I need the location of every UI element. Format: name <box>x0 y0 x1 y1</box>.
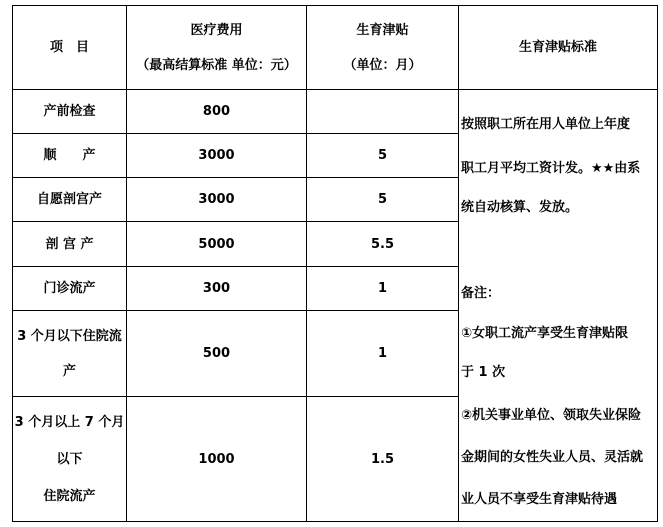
table-row-allowance <box>307 311 458 396</box>
cell-medical: 800 <box>202 104 231 119</box>
cell-medical: 300 <box>202 281 231 296</box>
cell-item-line: 3 个月以下住院流 <box>17 328 122 344</box>
cell-item-line: 产 <box>62 363 76 379</box>
cell-item: 自愿剖宫产 <box>36 192 102 207</box>
header-item-label: 项 目 <box>49 40 89 55</box>
table-border-bottom <box>12 521 658 522</box>
table-row-item <box>13 90 126 133</box>
table-row-item <box>13 134 126 177</box>
cell-allowance: 5 <box>377 192 388 207</box>
table-row-allowance <box>307 134 458 177</box>
cell-medical: 5000 <box>198 236 235 252</box>
table-row-item <box>13 178 126 221</box>
table-row-medical <box>127 178 306 221</box>
header-allowance-subtitle: （单位：月） <box>343 57 422 73</box>
table-row-allowance <box>307 90 458 133</box>
table-row-allowance <box>307 178 458 221</box>
table-row-medical <box>127 311 306 396</box>
standard-line: ②机关事业单位、领取失业保险 <box>461 408 642 423</box>
cell-medical: 500 <box>202 346 231 361</box>
cell-medical: 3000 <box>198 148 235 163</box>
standard-line: 于 1 次 <box>461 365 506 380</box>
cell-item-line: 住院流产 <box>43 488 96 504</box>
standard-line: 职工月平均工资计发。★★由系 <box>461 161 641 176</box>
cell-item: 门诊流产 <box>43 281 96 296</box>
cell-medical: 1000 <box>198 451 235 467</box>
cell-allowance: 5.5 <box>370 236 395 252</box>
table-row-medical <box>127 222 306 266</box>
table-row-item <box>13 222 126 266</box>
cell-allowance: 1 <box>377 281 388 296</box>
cell-item-line: 3 个月以上 7 个月 <box>14 414 125 430</box>
table-row-item <box>13 397 126 521</box>
table-row-allowance <box>307 397 458 521</box>
header-medical-title: 医疗费用 <box>190 22 243 38</box>
table-row-medical <box>127 134 306 177</box>
header-medical-subtitle: （最高结算标准 单位：元） <box>136 57 297 73</box>
cell-allowance: 1 <box>377 346 388 361</box>
table-row-item <box>13 311 126 396</box>
header-standard-title: 生育津贴标准 <box>518 40 597 55</box>
header-medical <box>127 6 306 89</box>
table-row-allowance <box>307 267 458 310</box>
standard-line: 按照职工所在用人单位上年度 <box>461 117 631 132</box>
cell-allowance: 1.5 <box>370 451 395 467</box>
header-standard <box>459 6 657 89</box>
cell-allowance: 5 <box>377 148 388 163</box>
table-row-item <box>13 267 126 310</box>
header-allowance <box>307 6 458 89</box>
cell-item: 产前检查 <box>43 104 96 119</box>
cell-item: 剖 宫 产 <box>45 236 94 252</box>
table-row-medical <box>127 90 306 133</box>
standard-line: 金期间的女性失业人员、灵活就 <box>461 450 644 465</box>
cell-medical: 3000 <box>198 192 235 207</box>
header-allowance-title: 生育津贴 <box>356 22 409 38</box>
header-item <box>13 6 126 89</box>
table-row-medical <box>127 267 306 310</box>
standard-line: ①女职工流产享受生育津贴限 <box>461 326 629 341</box>
cell-item: 顺 产 <box>43 148 96 163</box>
cell-item-line: 以下 <box>56 451 83 467</box>
standard-line: 备注： <box>461 286 501 301</box>
table-row-medical <box>127 397 306 521</box>
table-border-right <box>657 5 658 522</box>
standard-line: 业人员不享受生育津贴待遇 <box>461 492 618 507</box>
table-row-allowance <box>307 222 458 266</box>
standard-line: 统自动核算、发放。 <box>461 200 579 215</box>
